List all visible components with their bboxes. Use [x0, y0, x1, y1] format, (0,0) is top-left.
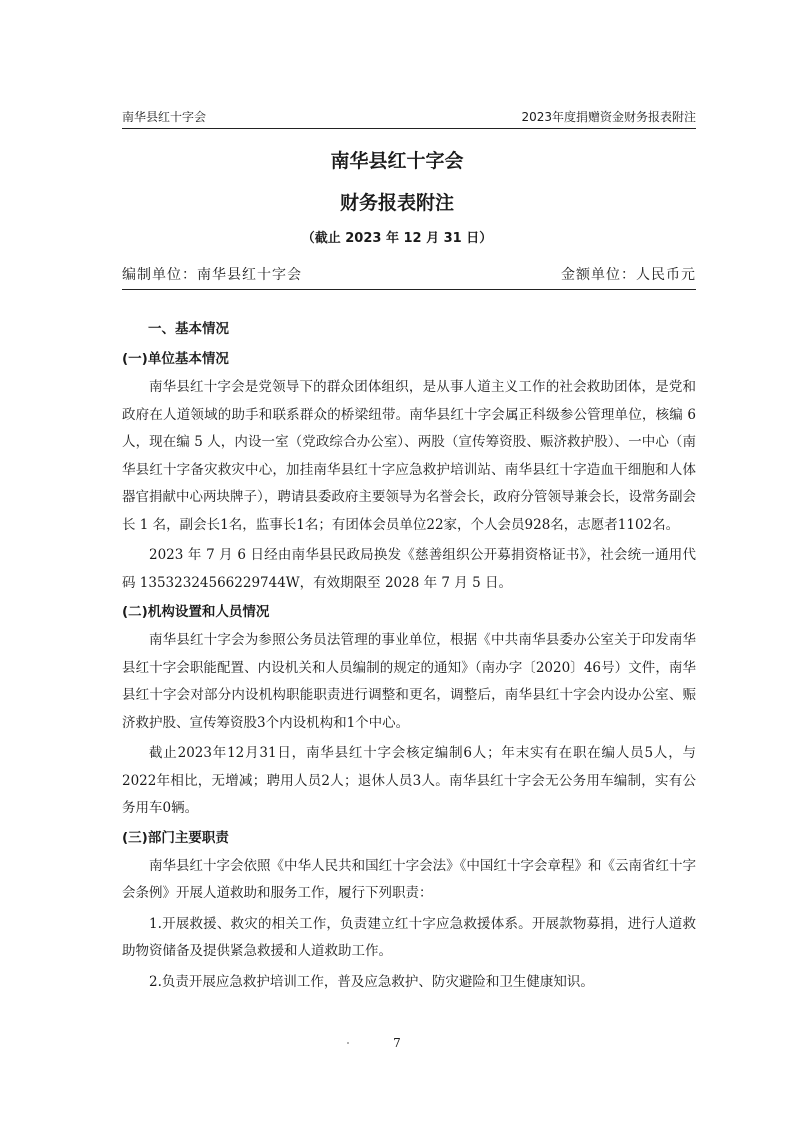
header-left-org: 南华县红十字会 [122, 110, 207, 124]
paragraph: 南华县红十字会依照《中华人民共和国红十字会法》《中国红十字会章程》和《云南省红十字会条例》开展人道救助和服务工作，履行下列职责： [122, 857, 696, 901]
document-org-title: 南华县红十字会 [330, 150, 464, 172]
paragraph: 2.负责开展应急救护培训工作，普及应急救护、防灾避险和卫生健康知识。 [149, 973, 594, 990]
subsection-heading-unit-info: (一)单位基本情况 [122, 351, 229, 367]
subsection-heading-duties: (三)部门主要职责 [122, 829, 229, 846]
page-number: 7 [393, 1036, 401, 1050]
meta-row [122, 264, 696, 290]
section-heading-basic-info: 一、基本情况 [148, 321, 229, 337]
paragraph: 南华县红十字会为参照公务员法管理的事业单位，根据《中共南华县委办公室关于印发南华县红十字会职能配置、内设机关和人员编制的规定的通知》（南办字〔2020〕46号）文件，南华县红十字会对部分内设机构职能职责进行调整和更名，调整后，南华县红十字会内设办公室、赈济救护股、宣传筹资股3个内设机构和1个中心。 [122, 632, 696, 731]
document-title: 财务报表附注 [339, 192, 454, 214]
document-body [122, 312, 696, 996]
paragraph: 南华县红十字会是党领导下的群众团体组织，是从事人道主义工作的社会救助团体，是党和政府在人道领域的助手和联系群众的桥梁纽带。南华县红十字会属正科级参公管理单位，核编 6 人，现在编 5 人，内设一室（党政综合办公室）、两股（宣传筹资股、赈济救护股）、一中心（南华县红十字备灾救灾中心，加挂南华县红十字应急救护培训站、南华县红十字造血干细胞和人体器官捐献中心两块牌子），聘请县委政府主要领导为名誉会长，政府分管领导兼会长，设常务副会长 1 名，副会长1名，监事长1名；有团体会员单位22家，个人会员928名，志愿者1102名。 [122, 379, 696, 533]
paragraph: 1.开展救援、救灾的相关工作，负责建立红十字应急救援体系。开展款物募捐，进行人道救助物资储备及提供紧急救援和人道救助工作。 [122, 915, 696, 959]
paragraph: 截止2023年12月31日，南华县红十字会核定编制6人；年末实有在职在编人员5人，与2022年相比，无增减；聘用人员2人；退休人员3人。南华县红十字会无公务用车编制，实有公务用车0辆。 [122, 745, 696, 816]
paragraph: 2023 年 7 月 6 日经由南华县民政局换发《慈善组织公开募捐资格证书》，社会统一通用代码 13532324566229744W，有效期限至 2028 年 7 月 5 日。 [122, 547, 696, 591]
running-header [122, 108, 696, 129]
currency-unit: 金额单位：人民币元 [561, 267, 696, 283]
document-date: （截止 2023 年 12 月 31 日） [301, 231, 493, 246]
header-right-report: 2023年度捐赠资金财务报表附注 [521, 110, 696, 124]
compiler-unit: 编制单位：南华县红十字会 [122, 267, 302, 283]
subsection-heading-organization: (二)机构设置和人员情况 [122, 604, 270, 620]
